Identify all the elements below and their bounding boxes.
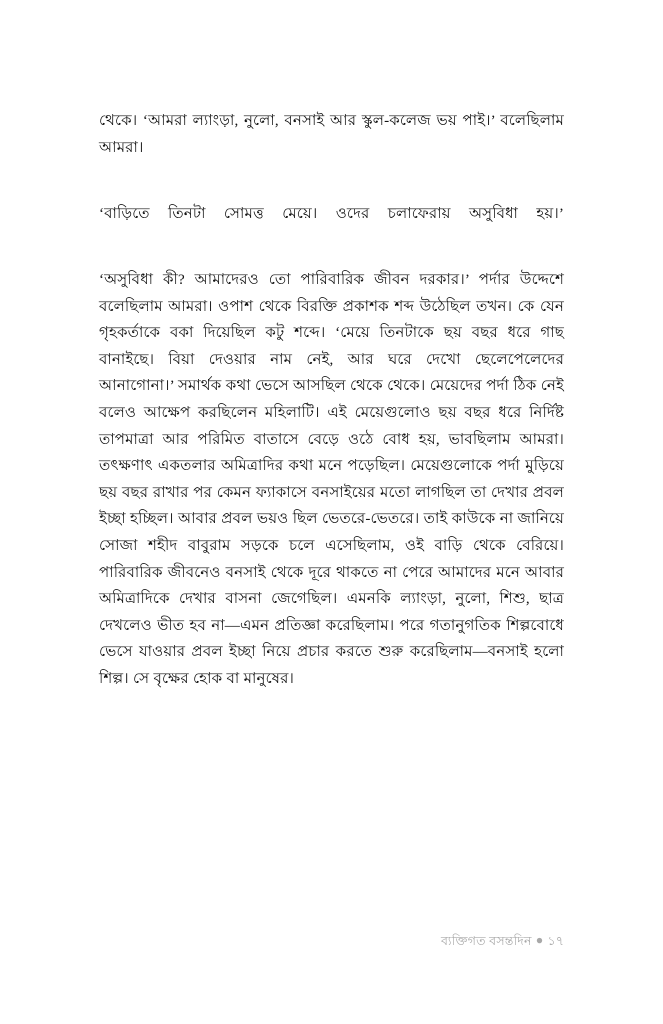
paragraph-1: থেকে। ‘আমরা ল্যাংড়া, নুলো, বনসাই আর স্কুল-কলেজ ভয় পাই।’ বলেছিলাম আমরা। <box>99 113 564 156</box>
paragraph-2: ‘বাড়িতে তিনটা সোমত্ত মেয়ে। ওদের চলাফেরায় অসুবিধা হয়।’ <box>99 205 564 222</box>
footer-separator-dot: ● <box>535 933 544 947</box>
paragraph-3: ‘অসুবিধা কী? আমাদেরও তো পারিবারিক জীবন দরকার।’ পর্দার উদ্দেশে বলেছিলাম আমরা। ওপাশ থেকে বিরক্তি প্রকাশক শব্দ উঠেছিল তখন। কে যেন গৃহকর্তাকে বকা দিয়েছিল কটু শব্দে। ‘মেয়ে তিনটাকে ছয় বছর ধরে গাছ বানাইছে। বিয়া দেওয়ার নাম নেই, আর ঘরে দেখো ছেলেপেলেদের আনাগোনা।’ সমার্থক কথা ভেসে আসছিল থেকে থেকে। মেয়েদের পর্দা ঠিক নেই বলেও আক্ষেপ করছিলেন মহিলাটি। এই মেয়েগুলোও ছয় বছর ধরে নির্দিষ্ট তাপমাত্রা আর পরিমিত বাতাসে বেড়ে ওঠে বোধ হয়, ভাবছিলাম আমরা। তৎক্ষণাৎ একতলার অমিত্রাদির কথা মনে পড়েছিল। মেয়েগুলোকে পর্দা মুড়িয়ে ছয় বছর রাখার পর কেমন ফ্যাকাসে বনসাইয়ের মতো লাগছিল তা দেখার প্রবল ইচ্ছা হচ্ছিল। আবার প্রবল ভয়ও ছিল ভেতরে-ভেতরে। তাই কাউকে না জানিয়ে সোজা শহীদ বাবুরাম সড়কে চলে এসেছিলাম, ওই বাড়ি থেকে বেরিয়ে। পারিবারিক জীবনেও বনসাই থেকে দূরে থাকতে না পেরে আমাদের মনে আবার অমিত্রাদিকে দেখার বাসনা জেগেছিল। এমনকি ল্যাংড়া, নুলো, শিশু, ছাত্র দেখলেও ভীত হব না—এমন প্রতিজ্ঞা করেছিলাম। পরে গতানুগতিক শিল্পবোধে ভেসে যাওয়ার প্রবল ইচ্ছা নিয়ে প্রচার করতে শুরু করেছিলাম—বনসাই হলো শিল্প। সে বৃক্ষের হোক বা মানুষের। <box>99 271 564 687</box>
page-footer <box>99 932 564 950</box>
text-column <box>99 108 564 692</box>
footer-book-title: ব্যক্তিগত বসন্তদিন <box>441 934 532 948</box>
page-number: ১৭ <box>547 934 564 948</box>
